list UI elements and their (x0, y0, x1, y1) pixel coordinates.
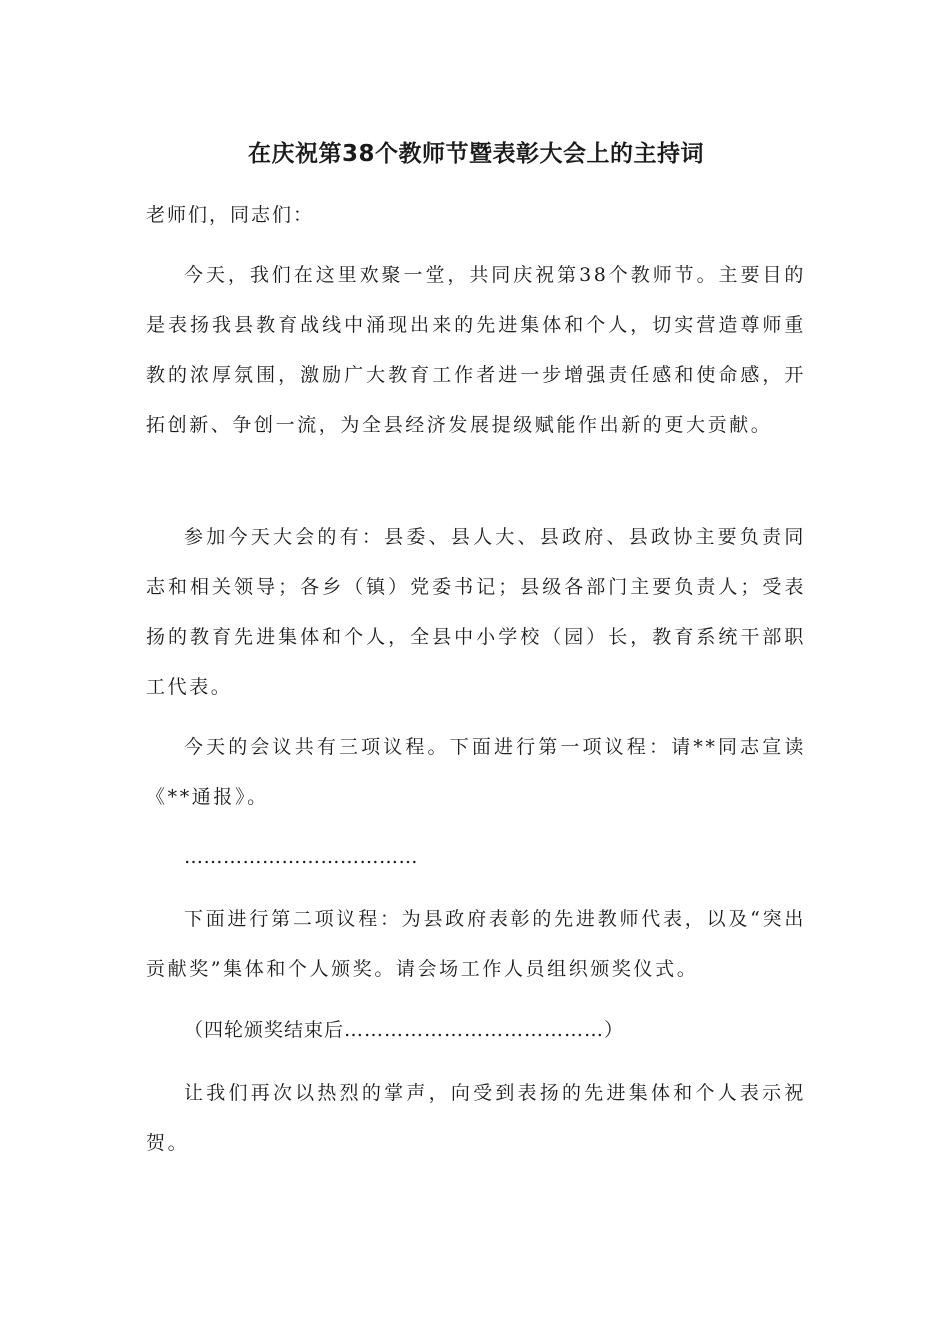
paragraph-agenda-one: 今天的会议共有三项议程。下面进行第一项议程：请**同志宣读《**通报》。 (146, 736, 806, 808)
document-title: 在庆祝第38个教师节暨表彰大会上的主持词 (247, 141, 704, 167)
salutation: 老师们，同志们： (146, 204, 315, 226)
paragraph-award-note: （四轮颁奖结束后…………………………………） (184, 1019, 625, 1041)
paragraph-congratulations: 让我们再次以热烈的掌声，向受到表扬的先进集体和个人表示祝贺。 (146, 1082, 806, 1154)
paragraph-ellipsis: ……………………………… (184, 846, 418, 868)
paragraph-opening: 今天，我们在这里欢聚一堂，共同庆祝第38个教师节。主要目的是表扬我县教育战线中涌现出来的先进集体和个人，切实营造尊师重教的浓厚氛围，激励广大教育工作者进一步增强责任感和使命感，开拓创新、争创一流，为全县经济发展提级赋能作出新的更大贡献。 (146, 264, 806, 436)
document-page (146, 0, 806, 1344)
paragraph-attendees: 参加今天大会的有：县委、县人大、县政府、县政协主要负责同志和相关领导；各乡（镇）党委书记；县级各部门主要负责人；受表扬的教育先进集体和个人，全县中小学校（园）长，教育系统干部职工代表。 (146, 526, 806, 698)
paragraph-agenda-two: 下面进行第二项议程：为县政府表彰的先进教师代表，以及“突出贡献奖”集体和个人颁奖。请会场工作人员组织颁奖仪式。 (146, 908, 806, 980)
